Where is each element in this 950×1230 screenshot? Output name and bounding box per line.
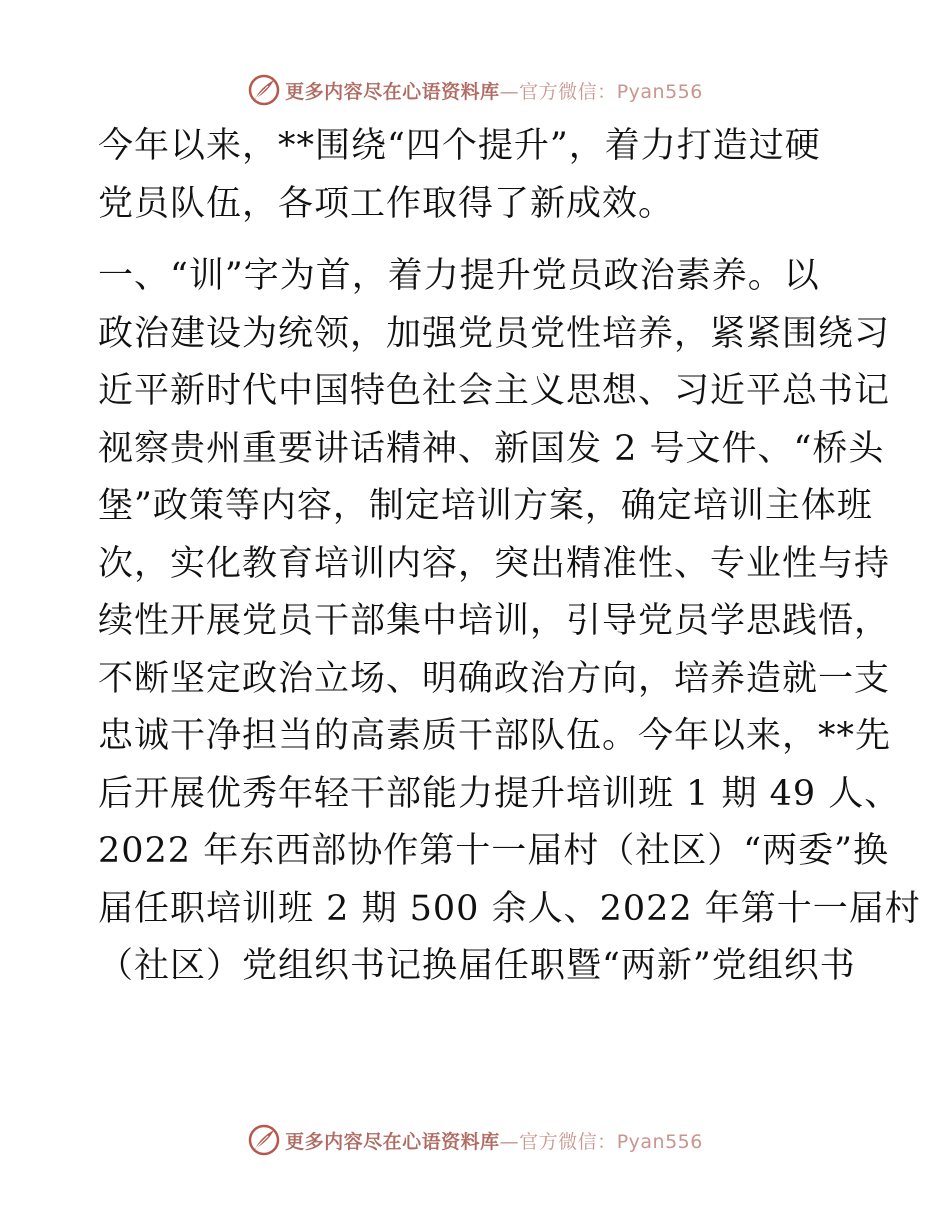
paragraph-intro [98,118,858,233]
text-line: 视察贵州重要讲话精神、新国发 2 号文件、“桥头 [98,428,885,469]
text-line: 续性开展党员干部集中培训，引导党员学思践悟， [98,601,891,641]
text-line: 忠诚干净担当的高素质干部队伍。今年以来，**先 [98,716,892,756]
text-line: 后开展优秀年轻干部能力提升培训班 1 期 49 人、 [98,773,901,814]
text-line: 届任职培训班 2 期 500 余人、2022 年第十一届村 [98,888,921,929]
feather-quill-logo-icon [247,1123,281,1157]
header-watermark [0,70,950,110]
text-line: 次，实化教育培训内容，突出精准性、专业性与持 [98,543,891,584]
text-line: 2022 年东西部协作第十一届村（社区）“两委”换 [98,831,889,871]
text-line: 今年以来，**围绕“四个提升”，着力打造过硬 [98,126,821,166]
text-line: 堡”政策等内容，制定培训方案，确定培训主体班 [98,486,873,526]
feather-quill-logo-icon [247,73,281,107]
footer-watermark-text: 更多内容尽在心语资料库—官方微信：Pyan556 [285,1130,703,1153]
text-line: 不断坚定政治立场、明确政治方向，培养造就一支 [98,658,891,699]
text-line: 党员队伍，各项工作取得了新成效。 [98,183,675,224]
document-body [98,118,921,996]
text-line: 一、“训”字为首，着力提升党员政治素养。以 [98,256,820,296]
text-line: 近平新时代中国特色社会主义思想、习近平总书记 [98,371,891,411]
footer-watermark [0,1120,950,1160]
text-line: 政治建设为统领，加强党员党性培养，紧紧围绕习 [98,313,891,354]
paragraph-section-one [98,248,921,996]
header-watermark-text: 更多内容尽在心语资料库—官方微信：Pyan556 [285,80,703,103]
text-line: （社区）党组织书记换届任职暨“两新”党组织书 [98,946,856,986]
